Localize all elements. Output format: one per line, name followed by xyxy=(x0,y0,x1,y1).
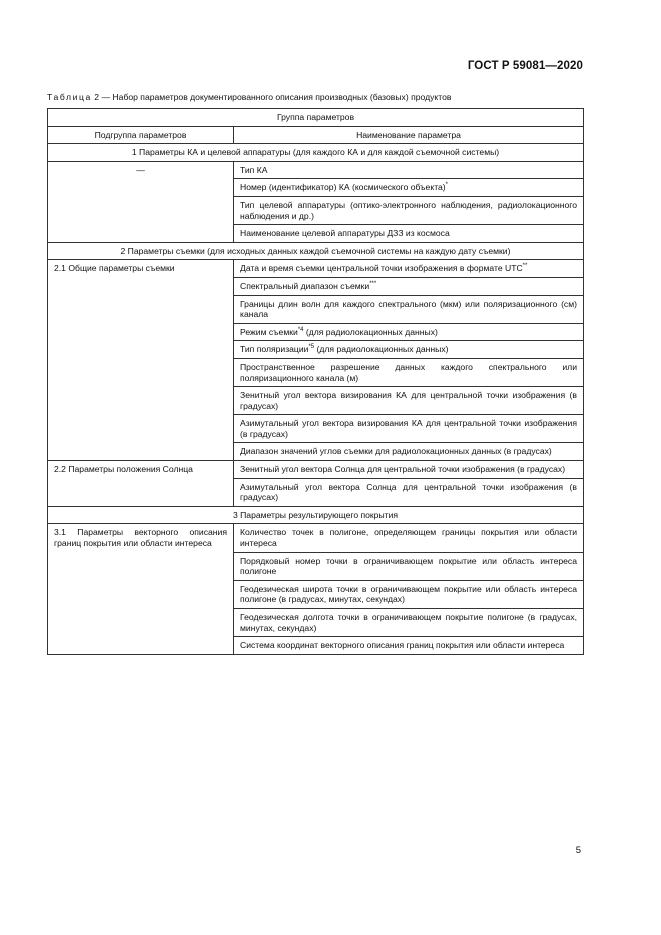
parameter-text: Азимутальный угол вектора визирования КА для центральной точки изображения (в градусах) xyxy=(240,418,577,439)
parameter-text: Зенитный угол вектора Солнца для центральной точки изображения (в градусах) xyxy=(240,464,566,475)
parameter-name-cell xyxy=(234,295,584,323)
document-standard-id: ГОСТ Р 59081—2020 xyxy=(467,60,583,72)
parameter-name-cell xyxy=(234,179,584,197)
group-header-cell: Группа параметров xyxy=(48,109,584,127)
parameter-text: Тип КА xyxy=(240,164,268,175)
table-group-header-row xyxy=(48,109,584,127)
footnote-marker: *5 xyxy=(308,344,315,351)
table-caption-number: 2 xyxy=(94,92,100,102)
footnote-marker: ** xyxy=(522,263,528,270)
parameter-name-cell xyxy=(234,524,584,552)
parameter-name-cell xyxy=(234,277,584,295)
subgroup-cell: 3.1 Параметры векторного описания границ покрытия или области интереса xyxy=(48,524,234,654)
parameter-text: Тип целевой аппаратуры (оптико-электронного наблюдения, радиолокационного наблюдения и др.) xyxy=(240,199,577,221)
footnote-marker: * xyxy=(445,182,449,189)
parameter-text: Режим съемки xyxy=(240,326,298,337)
parameter-text: Пространственное разрешение данных каждого спектрального или поляризационного канала (м) xyxy=(240,361,577,383)
parameter-text: Геодезическая широта точки в ограничивающем покрытие или область интереса полигоне (в градусах, минутах, секундах) xyxy=(240,583,577,605)
parameter-name-cell xyxy=(234,478,584,506)
parameter-name-cell xyxy=(234,358,584,386)
parameter-name-cell xyxy=(234,260,584,278)
parameter-name-cell xyxy=(234,323,584,341)
parameter-text: Количество точек в полигоне, определяющем границы покрытия или области интереса xyxy=(240,527,577,549)
parameter-text: Границы длин волн для каждого спектрального (мкм) или поляризационного (см) канала xyxy=(240,298,577,320)
parameter-name-cell xyxy=(234,225,584,243)
parameter-text: Зенитный угол вектора визирования КА для центральной точки изображения (в градусах) xyxy=(240,390,577,411)
parameter-text: Спектральный диапазон съемки xyxy=(240,280,370,291)
parameter-row xyxy=(48,161,584,179)
parameter-name-cell xyxy=(234,341,584,359)
parameter-name-cell xyxy=(234,637,584,655)
table-column-header-row xyxy=(48,126,584,144)
parameter-text: Система координат векторного описания границ покрытия или области интереса xyxy=(240,640,565,651)
table-caption-text: Набор параметров документированного описания производных (базовых) продуктов xyxy=(112,92,452,102)
parameter-text: Азимутальный угол вектора Солнца для центральной точки изображения (в градусах) xyxy=(240,481,577,503)
parameter-name-cell xyxy=(234,161,584,179)
table-caption xyxy=(47,92,607,102)
section-title: 2 Параметры съемки (для исходных данных каждой съемочной системы на каждую дату съемки) xyxy=(48,242,584,260)
footnote-marker: *4 xyxy=(297,326,304,333)
parameter-text: Порядковый номер точки в ограничивающем покрытие или область интереса полигоне xyxy=(240,555,577,577)
parameter-name-cell xyxy=(234,443,584,461)
page-number: 5 xyxy=(575,845,581,856)
parameter-text: Тип поляризации xyxy=(240,344,309,355)
parameter-name-cell xyxy=(234,609,584,637)
subgroup-cell: 2.2 Параметры положения Солнца xyxy=(48,461,234,507)
table-caption-label: Таблица xyxy=(47,92,92,102)
table-caption-dash: — xyxy=(101,92,111,102)
parameter-text-tail: (для радиолокационных данных) xyxy=(303,326,438,337)
section-title: 3 Параметры результирующего покрытия xyxy=(48,506,584,524)
parameter-name-cell xyxy=(234,552,584,580)
parameter-text: Диапазон значений углов съемки для радиолокационных данных (в градусах) xyxy=(240,446,552,457)
subgroup-cell: 2.1 Общие параметры съемки xyxy=(48,260,234,461)
section-row xyxy=(48,506,584,524)
parameter-row xyxy=(48,260,584,278)
parameter-text: Наименование целевой аппаратуры ДЗЗ из космоса xyxy=(240,228,450,239)
parameter-text: Дата и время съемки центральной точки изображения в формате UTC xyxy=(240,263,523,274)
parameter-name-cell xyxy=(234,461,584,479)
parameter-name-cell xyxy=(234,580,584,608)
section-title: 1 Параметры КА и целевой аппаратуры (для каждого КА и для каждой съемочной системы) xyxy=(48,144,584,162)
footnote-marker: *** xyxy=(369,280,377,287)
column-header-subgroup: Подгруппа параметров xyxy=(48,126,234,144)
parameter-text: Геодезическая долгота точки в ограничивающем покрытие полигоне (в градусах, минутах, секундах) xyxy=(240,612,577,633)
section-row xyxy=(48,242,584,260)
parameter-row xyxy=(48,461,584,479)
parameter-name-cell xyxy=(234,387,584,415)
parameter-text-tail: (для радиолокационных данных) xyxy=(314,344,449,355)
parameter-text: Номер (идентификатор) КА (космического объекта) xyxy=(240,182,446,193)
parameter-name-cell xyxy=(234,415,584,443)
section-row xyxy=(48,144,584,162)
subgroup-cell: — xyxy=(48,161,234,242)
parameter-row xyxy=(48,524,584,552)
parameter-name-cell xyxy=(234,196,584,224)
column-header-name: Наименование параметра xyxy=(234,126,584,144)
parameters-table xyxy=(47,108,584,655)
